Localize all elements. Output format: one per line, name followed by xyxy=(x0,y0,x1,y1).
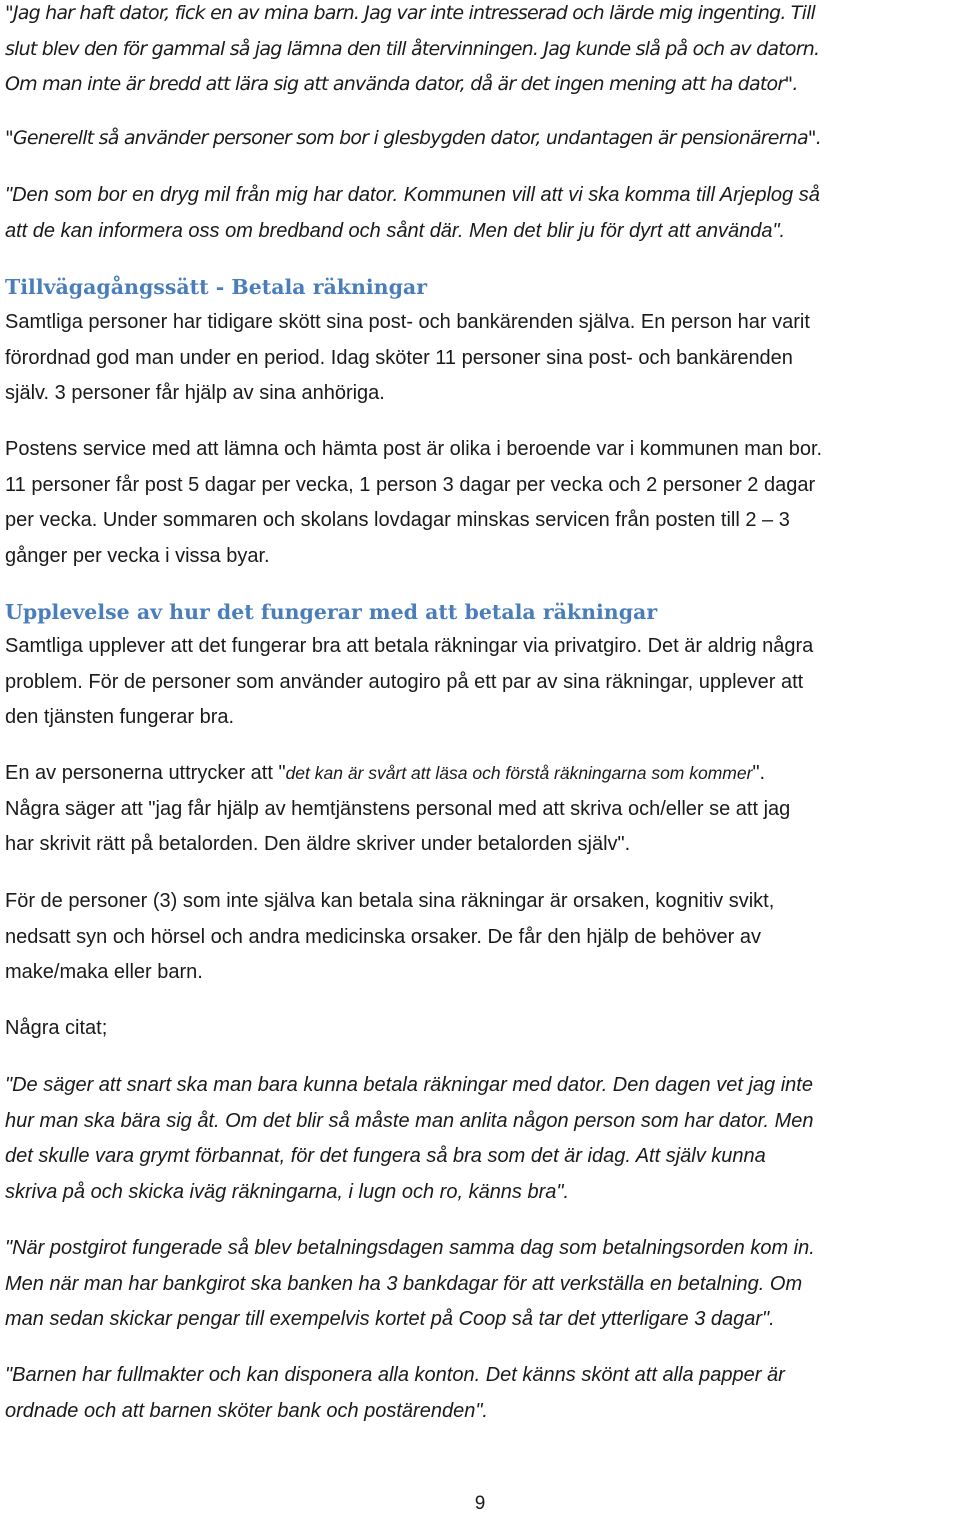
section-upplevelse xyxy=(5,594,657,630)
quote-line: "Barnen har fullmakter och kan disponera alla konton. Det känns skönt att alla papper är xyxy=(5,1364,785,1386)
paragraph-line: Samtliga personer har tidigare skött sina post- och bankärenden själva. En person har varit xyxy=(5,311,810,333)
quote-line: "De säger att snart ska man bara kunna betala räkningar med dator. Den dagen vet jag inte xyxy=(5,1074,813,1096)
paragraph-line: nedsatt syn och hörsel och andra medicinska orsaker. De får den hjälp de behöver av xyxy=(5,925,761,948)
paragraph-line: make/maka eller barn. xyxy=(5,961,203,983)
quote-line: "Generellt så använder personer som bor i glesbygden dator, undantagen är pensionärerna". xyxy=(5,127,821,149)
paragraph-line: Postens service med att lämna och hämta post är olika i beroende var i kommunen man bor. xyxy=(5,438,823,460)
intro-quote-3 xyxy=(5,178,820,249)
quote-line: "Den som bor en dryg mil från mig har dator. Kommunen vill att vi ska komma till Arjeplog så xyxy=(5,184,820,206)
quote-line: skriva på och skicka iväg räkningarna, i lugn och ro, känns bra". xyxy=(5,1180,570,1203)
quote-line: att de kan informera oss om bredband och sånt där. Men det blir ju för dyrt att använda". xyxy=(5,219,786,242)
section1-paragraph-1 xyxy=(5,305,810,412)
section1-paragraph-2 xyxy=(5,432,822,574)
intro-quote-1 xyxy=(5,0,819,103)
paragraph-line: har skrivit rätt på betalorden. Den äldre skriver under betalorden själv". xyxy=(5,833,631,855)
section-tillvagagangssatt xyxy=(5,269,427,305)
inline-quote: det kan är svårt att läsa och förstå räkningarna som kommer xyxy=(285,763,753,783)
section2-paragraph-3 xyxy=(5,884,774,991)
quote-line: det skulle vara grymt förbannat, för det fungera så bra som det är idag. Att själv kunna xyxy=(5,1145,766,1167)
quote-line: Men när man har bankgirot ska banken ha 3 bankdagar för att verkställa en betalning. Om xyxy=(5,1272,803,1295)
paragraph-line: gånger per vecka i vissa byar. xyxy=(5,544,270,567)
paragraph-text: ". xyxy=(752,762,766,784)
paragraph-line: Några säger att "jag får hjälp av hemtjänstens personal med att skriva och/eller se att jag xyxy=(5,797,791,820)
intro-quote-2 xyxy=(5,121,821,157)
citat-label: Några citat; xyxy=(5,1017,108,1039)
quote-line: "När postgirot fungerade så blev betalningsdagen samma dag som betalningsorden kom in. xyxy=(5,1237,815,1259)
closing-quote-2 xyxy=(5,1231,815,1338)
quote-line: man sedan skickar pengar till exempelvis kortet på Coop så tar det ytterligare 3 dagar". xyxy=(5,1308,775,1330)
paragraph-line: själv. 3 personer får hjälp av sina anhöriga. xyxy=(5,382,385,404)
page-number: 9 xyxy=(474,1493,486,1514)
paragraph-line: Samtliga upplever att det fungerar bra att betala räkningar via privatgiro. Det är aldrig några xyxy=(5,635,814,657)
closing-quote-1 xyxy=(5,1068,814,1210)
paragraph-line: förordnad god man under en period. Idag sköter 11 personer sina post- och bankärenden xyxy=(5,346,793,369)
paragraph-line: per vecka. Under sommaren och skolans lovdagar minskas servicen från posten till 2 – 3 xyxy=(5,509,790,531)
quote-line: Om man inte är bredd att lära sig att använda dator, då är det ingen mening att ha dator". xyxy=(5,73,798,95)
section2-paragraph-2 xyxy=(5,756,790,863)
paragraph-text: En av personerna uttrycker att " xyxy=(5,762,286,784)
paragraph-line: För de personer (3) som inte själva kan betala sina räkningar är orsaken, kognitiv svikt, xyxy=(5,890,775,912)
quote-line: slut blev den för gammal så jag lämna den till återvinningen. Jag kunde slå på och av datorn. xyxy=(5,37,820,60)
paragraph-line: problem. För de personer som använder autogiro på ett par av sina räkningar, upplever att xyxy=(5,670,804,693)
quote-line: ordnade och att barnen sköter bank och postärenden". xyxy=(5,1399,488,1422)
closing-quote-3 xyxy=(5,1358,785,1429)
paragraph-line: 11 personer får post 5 dagar per vecka, 1 person 3 dagar per vecka och 2 personer 2 dagar xyxy=(5,473,816,496)
citat-label-block xyxy=(5,1011,107,1047)
section2-paragraph-1 xyxy=(5,629,813,736)
paragraph-line: den tjänsten fungerar bra. xyxy=(5,706,235,728)
paragraph-line xyxy=(5,756,790,792)
section-heading: Tillvägagångssätt - Betala räkningar xyxy=(5,275,428,299)
quote-line: "Jag har haft dator, fick en av mina barn. Jag var inte intresserad och lärde mig ingenting. Till xyxy=(5,2,816,24)
section-heading: Upplevelse av hur det fungerar med att betala räkningar xyxy=(5,600,658,624)
quote-line: hur man ska bära sig åt. Om det blir så måste man anlita någon person som har dator. Men xyxy=(5,1109,814,1132)
